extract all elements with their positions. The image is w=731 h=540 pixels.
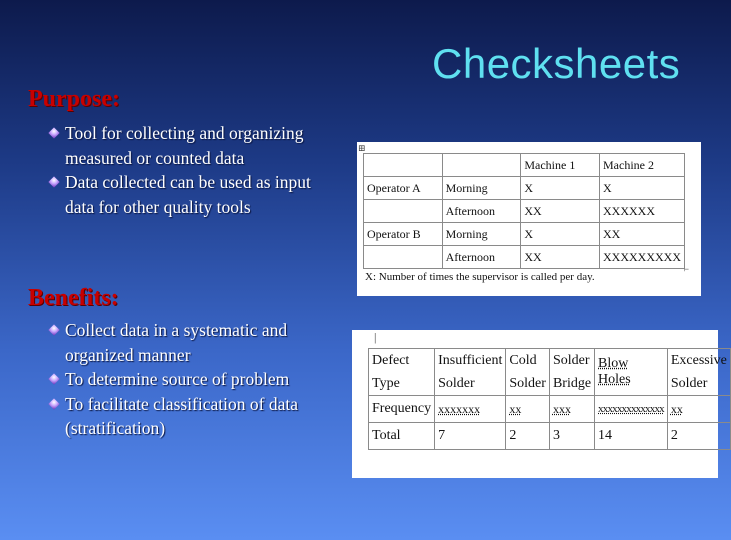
operator-checksheet-table bbox=[363, 153, 685, 269]
list-item: Data collected can be used as input data for other quality tools bbox=[50, 170, 340, 219]
list-item: To determine source of problem bbox=[50, 367, 340, 392]
list-item: To facilitate classification of data (stratification) bbox=[50, 392, 340, 441]
diamond-bullet-icon bbox=[48, 398, 59, 409]
diamond-bullet-icon bbox=[48, 127, 59, 138]
benefits-list bbox=[50, 318, 340, 441]
diamond-bullet-icon bbox=[48, 176, 59, 187]
checksheet-operator-panel bbox=[357, 142, 701, 296]
table-row: Afternoon XX XXXXXX bbox=[364, 200, 685, 223]
list-item: Collect data in a systematic and organized manner bbox=[50, 318, 340, 367]
table-row: Afternoon XX XXXXXXXXX bbox=[364, 246, 685, 269]
diamond-bullet-icon bbox=[48, 373, 59, 384]
insertion-mark: | bbox=[374, 330, 377, 344]
list-item: Tool for collecting and organizing measured or counted data bbox=[50, 121, 340, 170]
slide-title: Checksheets bbox=[432, 40, 681, 87]
purpose-list bbox=[50, 121, 340, 219]
table-row: Frequency xxxxxxx xx xxx xxxxxxxxxxxxxx xx bbox=[369, 396, 731, 423]
diamond-bullet-icon bbox=[48, 324, 59, 335]
table-footnote: X: Number of times the supervisor is called per day. bbox=[365, 271, 595, 283]
benefits-heading: Benefits: bbox=[28, 285, 119, 311]
checksheet-defect-panel bbox=[352, 330, 727, 478]
table-row: Operator B Morning X XX bbox=[364, 223, 685, 246]
table-row: Operator A Morning X X bbox=[364, 177, 685, 200]
corner-mark: ⌐ bbox=[683, 264, 689, 274]
table-header-row: Machine 1 Machine 2 bbox=[364, 154, 685, 177]
defect-checksheet-table bbox=[368, 348, 731, 450]
table-row: Total 7 2 3 14 2 bbox=[369, 423, 731, 450]
table-header-row: Defect Type Insufficient Solder Cold Solder Solder Bridge Blow Holes Excessive Solder bbox=[369, 349, 731, 396]
purpose-heading: Purpose: bbox=[28, 86, 120, 112]
handle-icon: ⊞ bbox=[358, 143, 366, 153]
